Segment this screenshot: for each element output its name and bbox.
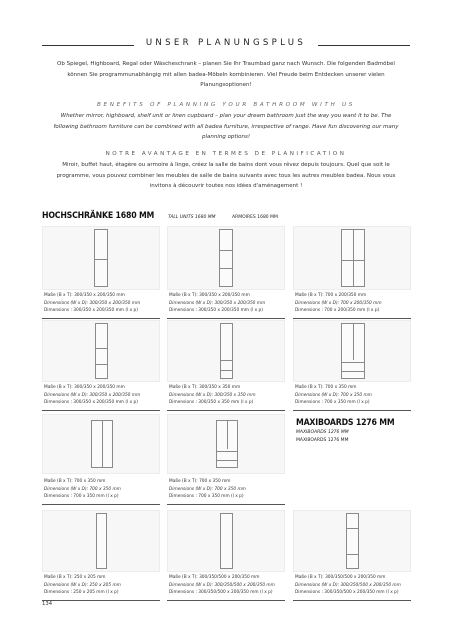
shelf-cabinet-drawing (96, 513, 107, 569)
intro-english-heading: BENEFITS OF PLANNING YOUR BATHROOM WITH US (96, 102, 356, 108)
product-divider (293, 410, 411, 411)
dimensions-text: Maße (B x T): 300/350/500 x 200/350 mm Dimensions (W x D): 300/350/500 x 200/350 mm Dimensions : 300/350/500 x 200/350 mm (l x p) (169, 575, 275, 596)
product-divider (42, 318, 160, 319)
dimensions-text: Maße (B x T): 700 x 350 mm Dimensions (W x D): 700 x 350 mm Dimensions : 700 x 350 mm (l x p) (295, 385, 372, 406)
product-image (293, 510, 411, 572)
intro-french: Miroir, buffet haut, étagère ou armoire à linge, créez la salle de bains dont vous rêvez depuis toujours. Quel que soit le programme, vous pouvez combiner les meubles de salle de bains suivants avec tous les autres meubles badea. Nous vous invitons à découvrir toutes nos idées d'aménagement ! (56, 162, 396, 190)
product-divider (167, 504, 285, 505)
product-divider (167, 410, 285, 411)
product-image (167, 226, 285, 290)
product-divider (42, 410, 160, 411)
product-image (42, 510, 160, 572)
product-image (167, 320, 285, 382)
category-subtitle-fr: ARMOIRES 1680 MM (232, 215, 278, 220)
product-image (42, 320, 160, 382)
dimensions-text: Maße (B x T): 300/350 x 200/350 mm Dimensions (W x D): 300/350 x 200/350 mm Dimensions : 300/350 x 200/350 mm (l x p) (44, 293, 141, 314)
dimensions-text: Maße (B x T): 250 x 205 mm Dimensions (W x D): 250 x 205 mm Dimensions : 250 x 205 mm (l x p) (44, 575, 121, 596)
dimensions-text: Maße (B x T): 700 x 350 mm Dimensions (W x D): 700 x 350 mm Dimensions : 700 x 350 mm (l x p) (169, 479, 246, 500)
category-subtitle-en: MAXIBOARDS 1276 MM (296, 430, 349, 435)
double-cabinet-drawing (341, 229, 365, 287)
intro-english: Whether mirror, highboard, shelf unit or linen cupboard – plan your dream bathroom just the way you want it to be. The following bathroom furniture can be combined with all badea furniture, irrespective of range. Have fun discovering our many planning options! (53, 113, 399, 141)
tall-cabinet-drawing (219, 229, 233, 287)
intro-german: Ob Spiegel, Highboard, Regal oder Wäscheschrank – planen Sie Ihr Traumbad ganz nach Wunsch. Die folgenden Badmöbel können Sie programmunabhängig mit allen badea-Möbeln kombinieren. Viel Freude beim Entdecken unserer vielen Planungsoptionen! (57, 61, 395, 89)
product-image (293, 226, 411, 290)
tall-cabinet-drawing (346, 513, 359, 569)
tall-cabinet-drawing (95, 323, 108, 379)
page-title: UNSER PLANUNGSPLUS (145, 38, 307, 48)
product-image (42, 226, 160, 290)
product-divider (167, 600, 285, 601)
category-subtitle-en: TALL UNITS 1680 MM (168, 215, 216, 220)
product-divider (42, 504, 160, 505)
dimensions-text: Maße (B x T): 300/350/500 x 200/350 mm Dimensions (W x D): 300/350/500 x 200/350 mm Dimensions : 300/350/500 x 200/350 mm (l x p) (295, 575, 401, 596)
dimensions-text: Maße (B x T): 300/350 x 200/350 mm Dimensions (W x D): 300/350 x 200/350 mm Dimensions : 300/350 x 200/350 mm (l x p) (169, 293, 266, 314)
tall-cabinet-drawing (220, 513, 233, 569)
category-title-tall-units: HOCHSCHRÄNKE 1680 MM (42, 211, 155, 221)
product-image (167, 510, 285, 572)
product-divider (293, 600, 411, 601)
dimensions-text: Maße (B x T): 300/350 x 200/350 mm Dimensions (W x D): 300/350 x 200/350 mm Dimensions : 300/350 x 200/350 mm (l x p) (44, 385, 141, 406)
product-divider (293, 318, 411, 319)
category-subtitle-fr: MAXIBOARDS 1276 MM (296, 438, 349, 443)
page-number: 134 (42, 601, 53, 607)
intro-french-heading: NOTRE AVANTAGE EN TERMES DE PLANIFICATION (105, 151, 347, 157)
dimensions-text: Maße (B x T): 700 x 200/350 mm Dimensions (W x D): 700 x 200/350 mm Dimensions : 700 x 200/350 mm (l x p) (295, 293, 382, 314)
tall-cabinet-drawing (94, 229, 108, 287)
dimensions-text: Maße (B x T): 300/350 x 350 mm Dimensions (W x D): 300/350 x 350 mm Dimensions : 300/350 x 350 mm (l x p) (169, 385, 256, 406)
product-image (293, 320, 411, 382)
product-image (167, 414, 285, 474)
product-divider (42, 600, 160, 601)
tall-cabinet-drawing (220, 323, 233, 379)
product-divider (167, 318, 285, 319)
maxiboard-drawing (216, 420, 238, 468)
product-image (42, 414, 160, 474)
dimensions-text: Maße (B x T): 700 x 350 mm Dimensions (W x D): 700 x 350 mm Dimensions : 700 x 350 mm (l x p) (44, 479, 121, 500)
double-cabinet-drawing (341, 323, 365, 379)
category-title-maxiboards: MAXIBOARDS 1276 MM (296, 418, 395, 428)
maxiboard-drawing (91, 420, 113, 468)
